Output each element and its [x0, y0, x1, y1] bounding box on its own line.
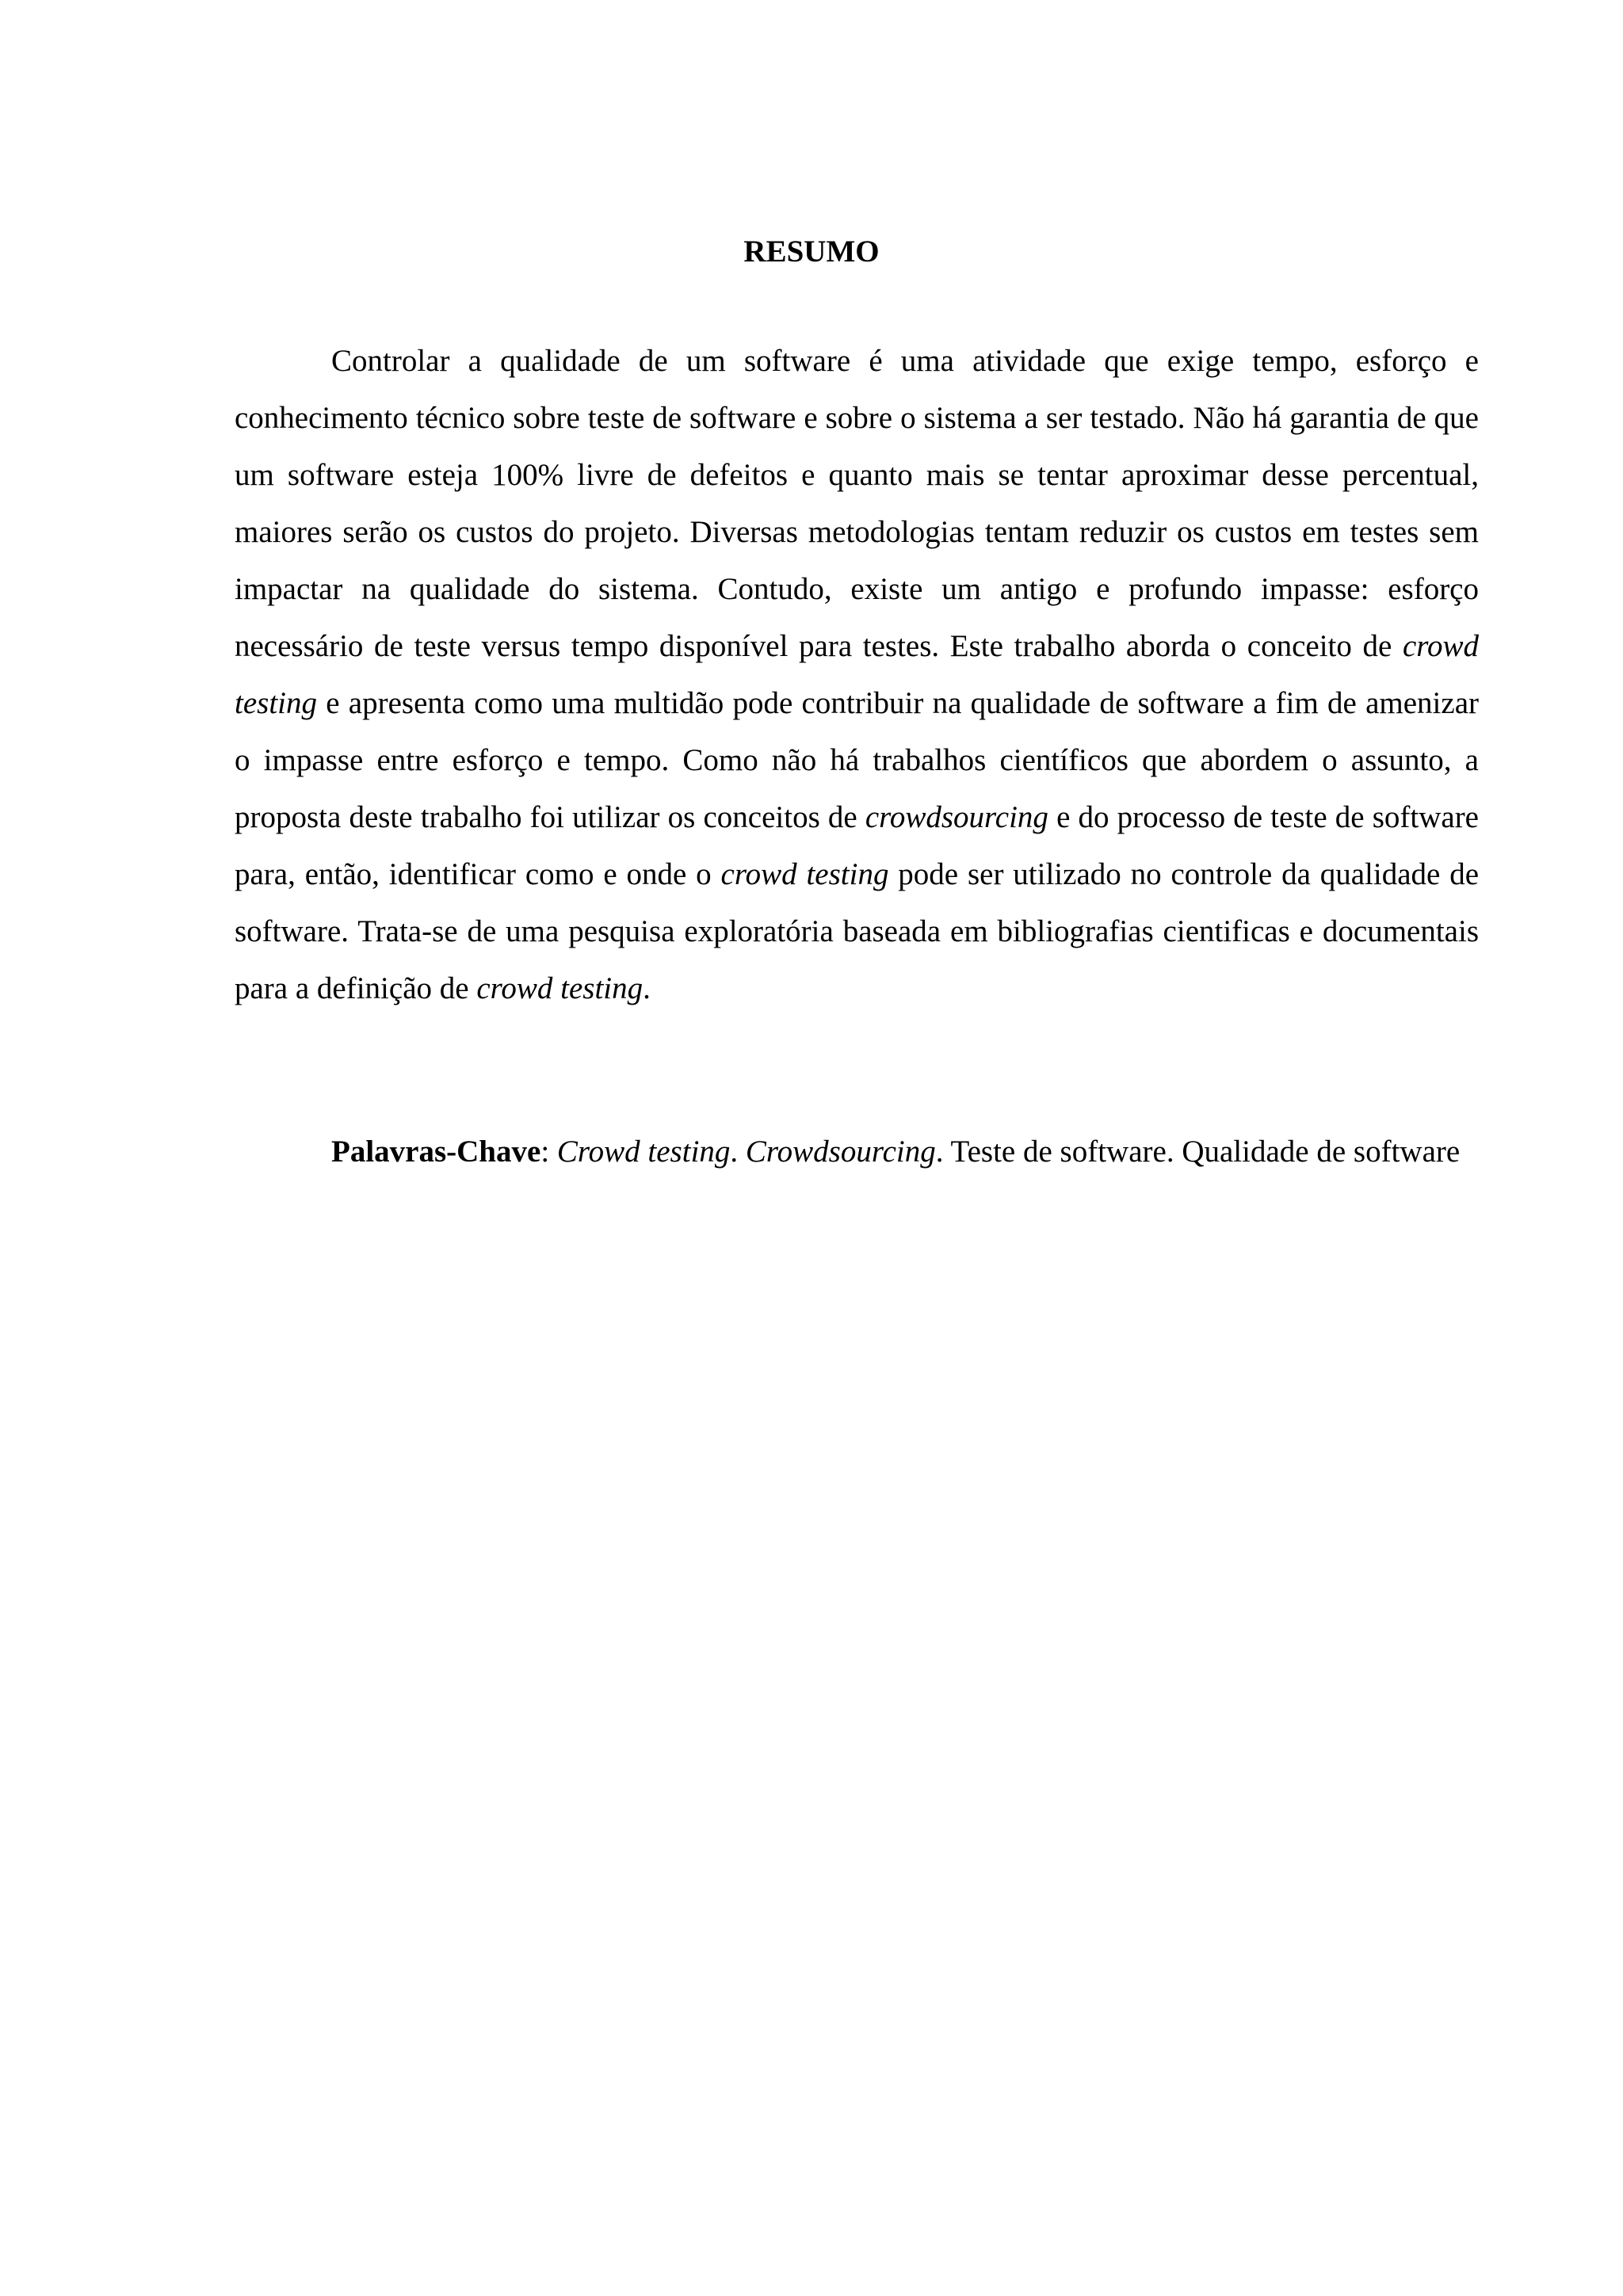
- page-title: RESUMO: [743, 235, 880, 269]
- abstract-text-5: .: [643, 971, 651, 1005]
- abstract-term-crowdsourcing: crowdsourcing: [865, 800, 1048, 834]
- abstract-text-3: e do processo de teste de software para, então, identificar como e onde o: [235, 800, 1479, 891]
- abstract-term-crowd-testing: crowd testing: [235, 629, 1479, 720]
- keywords-label: Palavras-Chave: [331, 1135, 541, 1169]
- abstract-text-1: Controlar a qualidade de um software é uma atividade que exige tempo, esforço e conhecimento técnico sobre teste de software e sobre o sistema a ser testado. Não há garantia de que um software esteja 100% livre de defeitos e quanto mais se tentar aproximar desse percentual, maiores serão os custos do projeto. Diversas metodologias tentam reduzir os custos em testes sem impactar na qualidade do sistema. Contudo, existe um antigo e profundo impasse: esforço necessário de teste versus tempo disponível para testes. Este trabalho aborda o conceito de: [235, 344, 1479, 663]
- keywords-dot: .: [730, 1135, 746, 1169]
- keywords-rest: . Teste de software. Qualidade de software: [935, 1135, 1461, 1169]
- keywords-paragraph: [235, 1123, 1479, 1180]
- abstract-paragraph: [235, 333, 1479, 1017]
- keywords-separator: :: [540, 1135, 557, 1169]
- abstract-text-4: pode ser utilizado no controle da qualidade de software. Trata-se de uma pesquisa exploratória baseada em bibliografias cientificas e documentais para a definição de: [235, 857, 1480, 1005]
- abstract-term-crowd-testing-3: crowd testing: [476, 971, 643, 1005]
- keyword-crowdsourcing: Crowdsourcing: [745, 1135, 936, 1169]
- abstract-text-2: e apresenta como uma multidão pode contribuir na qualidade de software a fim de amenizar o impasse entre esforço e tempo. Como não há trabalhos científicos que abordem o assunto, a proposta deste trabalho foi utilizar os conceitos de: [235, 686, 1479, 834]
- abstract-term-crowd-testing-2: crowd testing: [720, 857, 889, 891]
- keyword-crowd-testing: Crowd testing: [556, 1135, 731, 1169]
